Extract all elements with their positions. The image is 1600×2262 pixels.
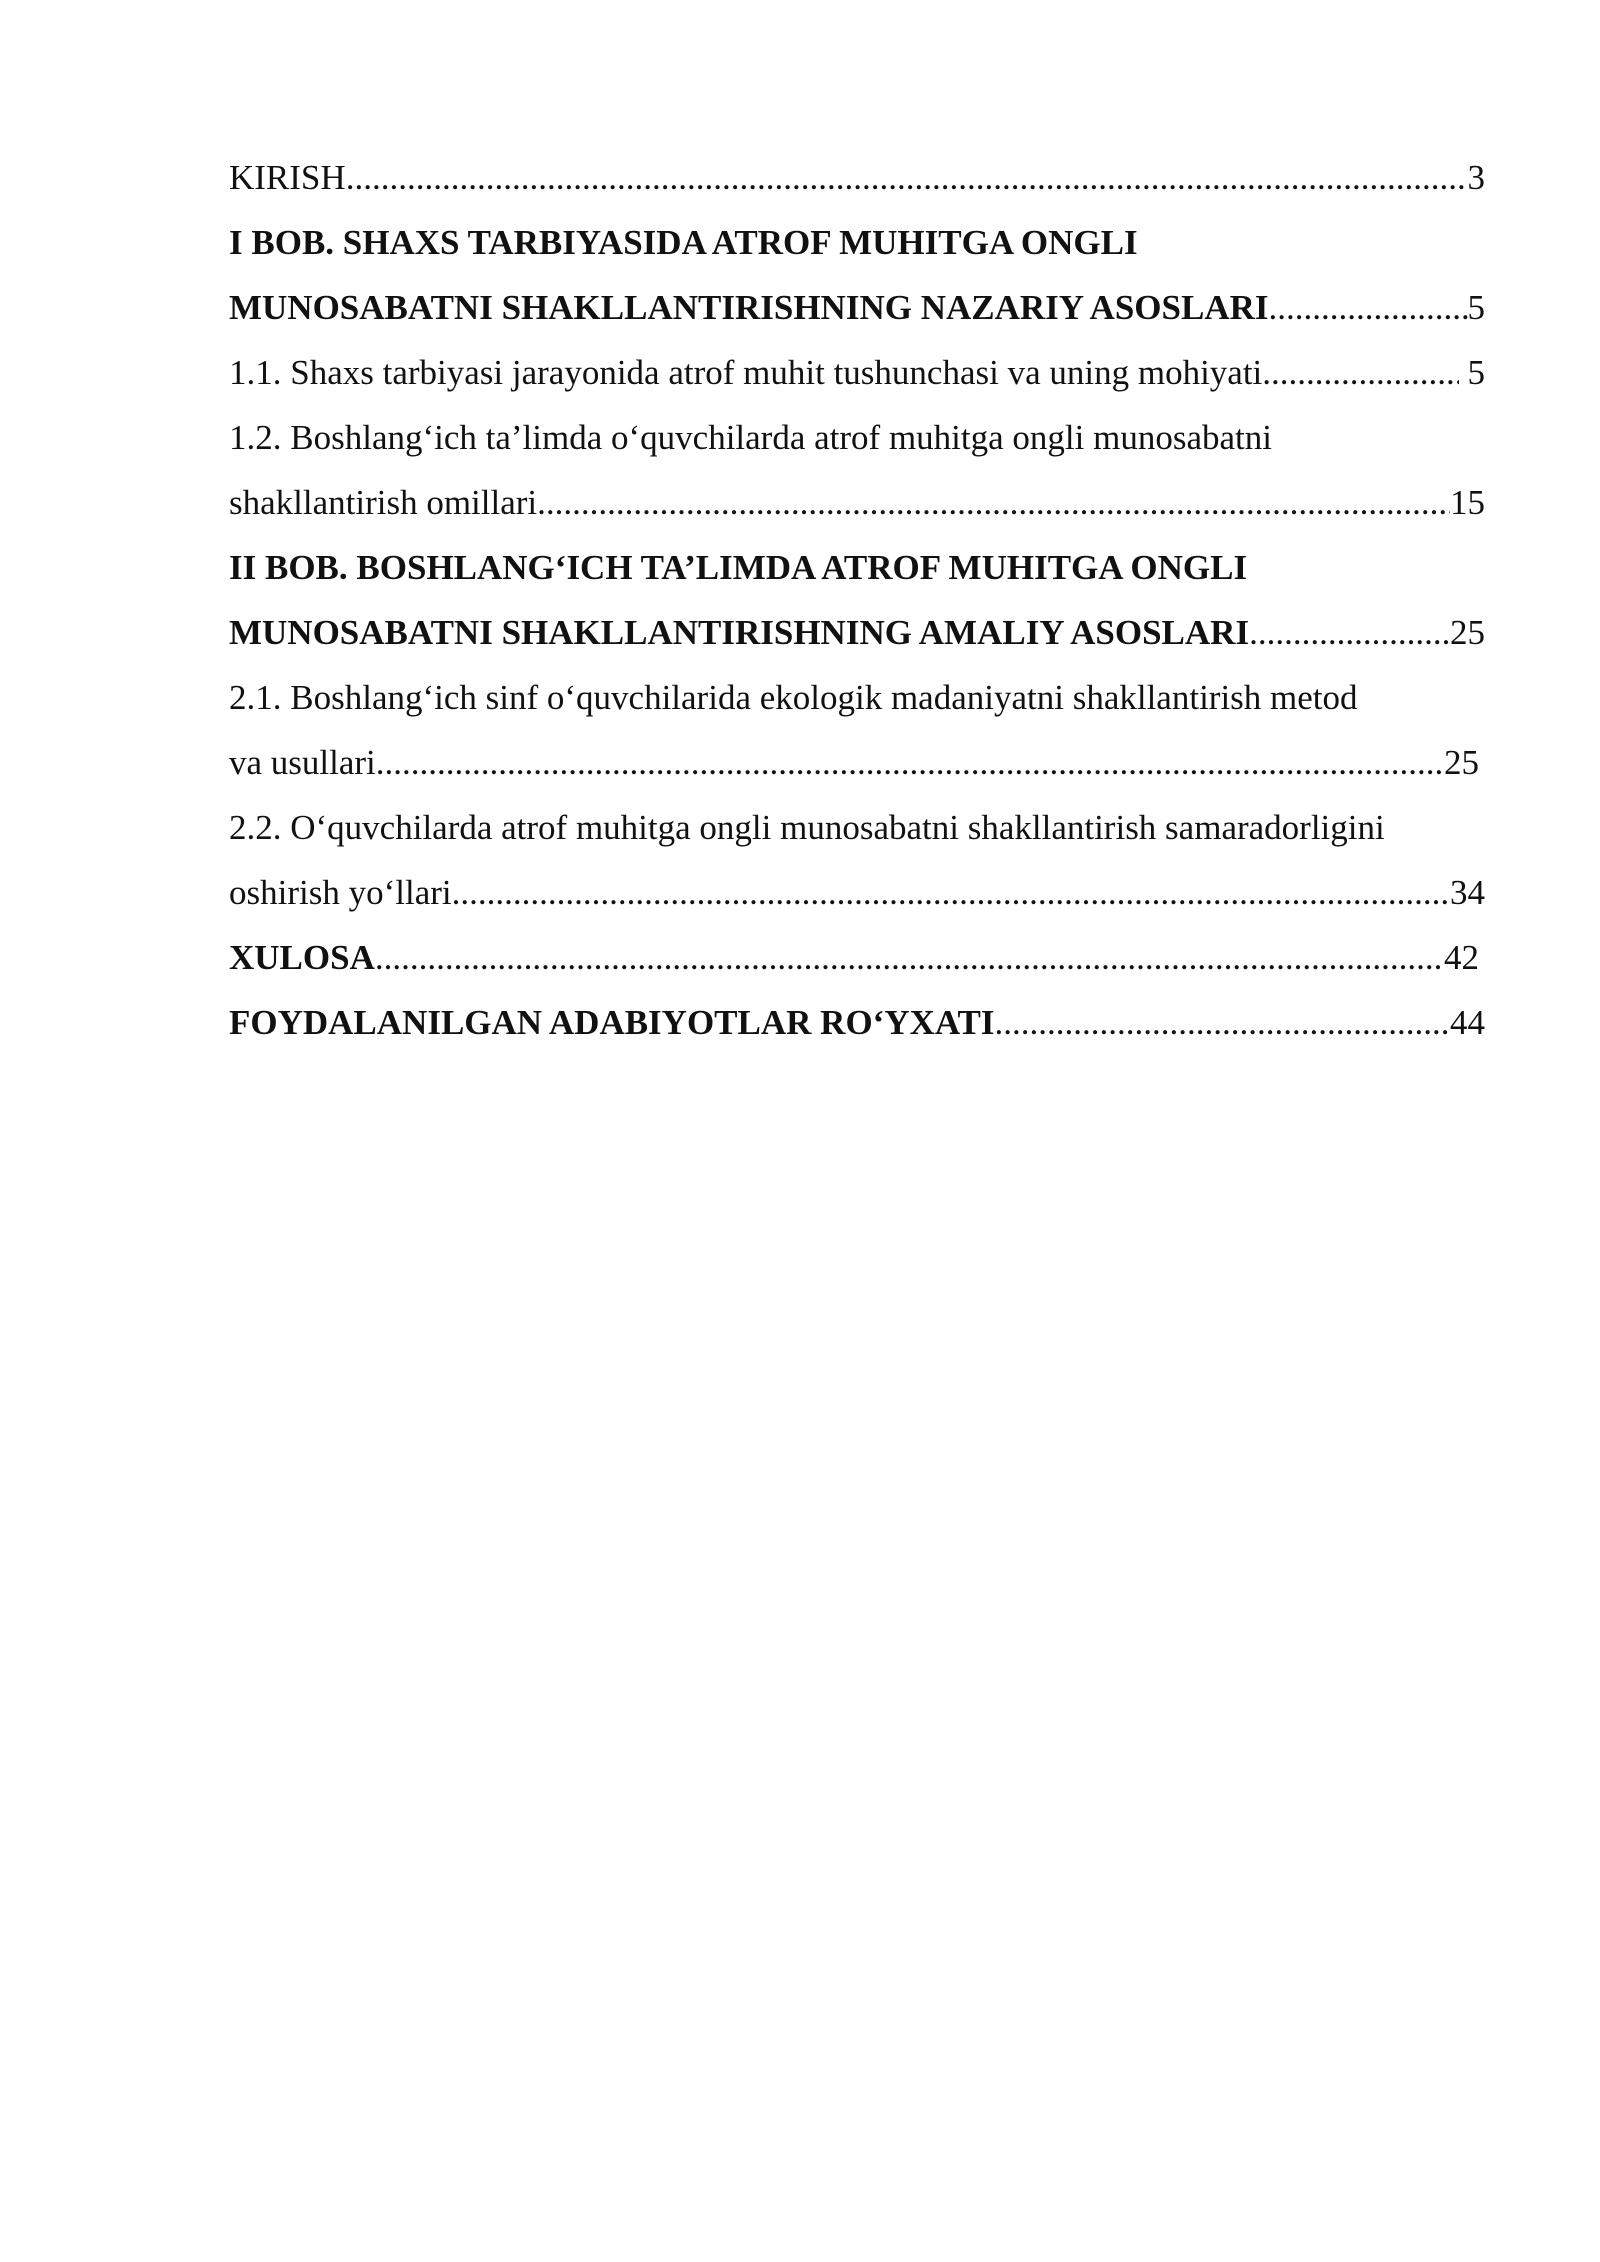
toc-chapter-1-heading[interactable]: [229, 210, 1485, 275]
toc-entry-title: XULOSA: [229, 938, 375, 977]
toc-entry-adabiyotlar[interactable]: [229, 990, 1485, 1055]
dot-leader: [452, 860, 1450, 925]
toc-page-number: 25: [1444, 743, 1479, 782]
dot-leader: [346, 145, 1468, 210]
toc-entry-xulosa[interactable]: [229, 925, 1479, 990]
toc-page-number: 25: [1450, 613, 1485, 652]
toc-entry-1-2-cont[interactable]: [229, 470, 1485, 535]
toc-page-number: 15: [1450, 483, 1485, 522]
toc-entry-title: va usullari: [229, 743, 376, 782]
dot-leader: [376, 730, 1444, 795]
toc-page-number: 34: [1450, 873, 1485, 912]
toc-page-number: 44: [1450, 1003, 1485, 1042]
toc-entry-title: I BOB. SHAXS TARBIYASIDA ATROF MUHITGA ONGLI: [229, 223, 1138, 262]
toc-entry-2-2[interactable]: [229, 795, 1485, 860]
toc-entry-1-2[interactable]: [229, 405, 1485, 470]
toc-entry-title: oshirish yo‘llari: [229, 873, 452, 912]
toc-entry-kirish[interactable]: [229, 145, 1485, 210]
toc-page-number: 3: [1467, 158, 1485, 197]
toc-entry-2-1[interactable]: [229, 665, 1485, 730]
toc-entry-title: 1.1. Shaxs tarbiyasi jarayonida atrof muhit tushunchasi va uning mohiyati: [229, 353, 1263, 392]
table-of-contents: [229, 145, 1485, 1055]
dot-leader: [995, 990, 1450, 1055]
toc-entry-title: II BOB. BOSHLANG‘ICH TA’LIMDA ATROF MUHITGA ONGLI: [229, 548, 1248, 587]
toc-entry-title: MUNOSABATNI SHAKLLANTIRISHNING NAZARIY ASOSLARI: [229, 288, 1269, 327]
dot-leader: [1269, 275, 1468, 340]
dot-leader: [1262, 340, 1458, 405]
toc-entry-title: MUNOSABATNI SHAKLLANTIRISHNING AMALIY ASOSLARI: [229, 613, 1250, 652]
dot-leader: [1249, 600, 1450, 665]
dot-leader: [537, 470, 1450, 535]
toc-page-number: 5: [1467, 288, 1485, 327]
toc-page-number: 42: [1444, 938, 1479, 977]
toc-entry-title: 2.1. Boshlang‘ich sinf o‘quvchilarida ekologik madaniyatni shakllantirish metod: [229, 678, 1358, 717]
toc-entry-title: 2.2. O‘quvchilarda atrof muhitga ongli munosabatni shakllantirish samaradorligini: [229, 808, 1385, 847]
toc-entry-title: KIRISH: [229, 158, 346, 197]
toc-page-number: 5: [1458, 353, 1485, 392]
toc-entry-title: shakllantirish omillari: [229, 483, 538, 522]
toc-entry-2-2-cont[interactable]: [229, 860, 1485, 925]
toc-entry-title: 1.2. Boshlang‘ich ta’limda o‘quvchilarda atrof muhitga ongli munosabatni: [229, 418, 1272, 457]
toc-entry-title: FOYDALANILGAN ADABIYOTLAR RO‘YXATI: [229, 1003, 995, 1042]
toc-chapter-2-heading[interactable]: [229, 535, 1485, 600]
toc-chapter-1-heading-cont[interactable]: [229, 275, 1485, 340]
toc-entry-1-1[interactable]: [229, 340, 1485, 405]
toc-chapter-2-heading-cont[interactable]: [229, 600, 1485, 665]
toc-entry-2-1-cont[interactable]: [229, 730, 1479, 795]
dot-leader: [375, 925, 1444, 990]
